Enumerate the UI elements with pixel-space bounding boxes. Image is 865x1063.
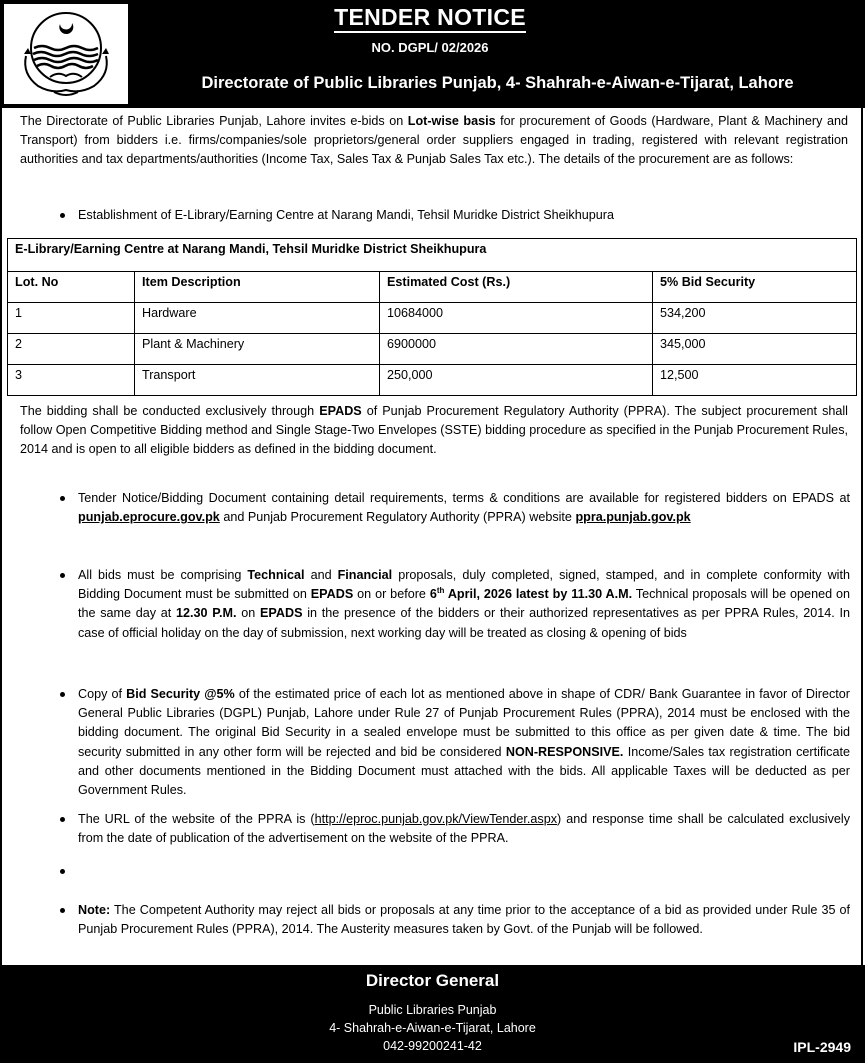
header-banner bbox=[0, 0, 865, 108]
table-row bbox=[8, 365, 857, 396]
ppra-view-tender-link[interactable]: http://eproc.punjab.gov.pk/ViewTender.aspx bbox=[314, 812, 558, 826]
table-row bbox=[8, 334, 857, 365]
column-header: Item Description bbox=[135, 272, 380, 303]
item-description: Transport bbox=[135, 365, 380, 396]
notice-number: NO. DGPL/ 02/2026 bbox=[371, 40, 489, 55]
footer-signature-block bbox=[0, 965, 865, 1063]
estimated-cost: 250,000 bbox=[380, 365, 653, 396]
bullet-icon bbox=[60, 908, 65, 913]
signatory-office: Public Libraries Punjab bbox=[368, 1003, 497, 1017]
item-description: Hardware bbox=[135, 303, 380, 334]
bullet-icon bbox=[60, 496, 65, 501]
table-title-row bbox=[8, 239, 857, 272]
estimated-cost: 6900000 bbox=[380, 334, 653, 365]
ipl-code: IPL-2949 bbox=[793, 1039, 851, 1055]
bullet-icon bbox=[60, 692, 65, 697]
bidding-procedure-paragraph: The bidding shall be conducted exclusively through EPADS of Punjab Procurement Regulatory Authority (PPRA). The subject procurement shall follow Open Competitive Bidding method and Single Stage-Two Envelopes (SSTE) bidding procedure as specified in the Punjab Procurement Rules, 2014 and is open to all eligible bidders as defined in the bidding document. bbox=[20, 404, 848, 457]
epads-link[interactable]: punjab.eprocure.gov.pk bbox=[78, 510, 220, 525]
item-description: Plant & Machinery bbox=[135, 334, 380, 365]
signatory-address: 4- Shahrah-e-Aiwan-e-Tijarat, Lahore bbox=[329, 1021, 536, 1035]
lot-number: 2 bbox=[8, 334, 135, 365]
bullet-icon bbox=[60, 817, 65, 822]
column-header: 5% Bid Security bbox=[653, 272, 857, 303]
table-header-row bbox=[8, 272, 857, 303]
empty-bullet bbox=[60, 862, 850, 881]
signatory-designation: Director General bbox=[365, 971, 500, 990]
intro-paragraph: The Directorate of Public Libraries Punjab, Lahore invites e-bids on Lot-wise basis for procurement of Goods (Hardware, Plant & Machinery and Transport) from bidders i.e. firms/companies/sole proprietors/general order suppliers engaged in trading, registered with relevant registration authorities and tax departments/authorities (Income Tax, Sales Tax & Punjab Sales Tax etc.). The details of the procurement are as follows: bbox=[20, 114, 848, 167]
bid-security: 345,000 bbox=[653, 334, 857, 365]
estimated-cost: 10684000 bbox=[380, 303, 653, 334]
page-title: TENDER NOTICE bbox=[230, 4, 630, 31]
table-row bbox=[8, 303, 857, 334]
punjab-emblem-icon bbox=[4, 4, 128, 104]
lots-table bbox=[7, 238, 857, 396]
lot-number: 1 bbox=[8, 303, 135, 334]
column-header: Lot. No bbox=[8, 272, 135, 303]
ppra-website-link[interactable]: ppra.punjab.gov.pk bbox=[575, 510, 691, 525]
bid-security: 534,200 bbox=[653, 303, 857, 334]
bid-security: 12,500 bbox=[653, 365, 857, 396]
bullet-icon bbox=[60, 869, 65, 874]
column-header: Estimated Cost (Rs.) bbox=[380, 272, 653, 303]
lot-number: 3 bbox=[8, 365, 135, 396]
signatory-phone: 042-99200241-42 bbox=[383, 1039, 482, 1053]
bullet-icon bbox=[60, 213, 65, 218]
table-title: E-Library/Earning Centre at Narang Mandi, Tehsil Muridke District Sheikhupura bbox=[8, 239, 857, 272]
bullet-icon bbox=[60, 573, 65, 578]
organization-address: Directorate of Public Libraries Punjab, 4- Shahrah-e-Aiwan-e-Tijarat, Lahore bbox=[201, 74, 794, 92]
